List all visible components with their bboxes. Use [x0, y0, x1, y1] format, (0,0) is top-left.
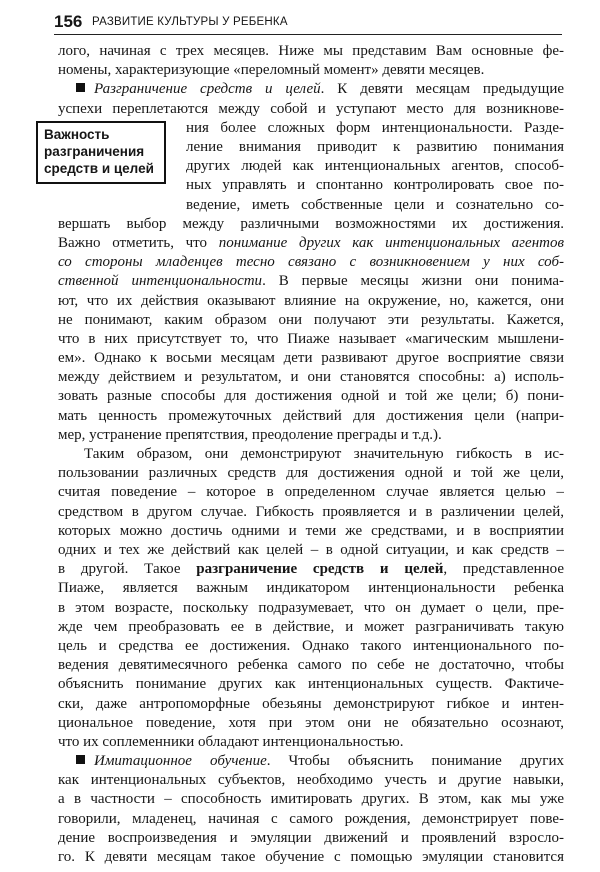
text-line: которых можно достичь одними и теми же средствами, и в восприятии: [58, 522, 564, 539]
text-line: мер, устранение препятствия, преодоление преграды и т.д.).: [58, 426, 442, 443]
text-line: ных управлять и спонтанно контролировать свое по-: [186, 177, 564, 194]
bold-term: разграничение средств и целей: [196, 561, 444, 578]
margin-note-line: разграничения: [44, 143, 145, 159]
section-heading-inline: Имитационное обучение: [94, 753, 267, 769]
text-line: средством в другом случае. Гибкость проявляется и в различении целей,: [58, 503, 564, 520]
text-span: , представленное: [443, 561, 564, 578]
margin-note-box: [36, 121, 166, 185]
text-line: [76, 80, 564, 99]
page-number: 156: [54, 12, 83, 31]
text-line: успехи переплетаются между собой и уступают место для возникнове-: [58, 100, 564, 117]
text-span: . В первые месяцы жизни они понима-: [262, 273, 564, 290]
text-line: ведение, иметь собственные цели и сознательно со-: [186, 196, 564, 213]
text-line: зовать разные способы для достижения одной и той же цели; б) пони-: [58, 388, 564, 405]
text-line: а в частности – способность имитировать других. В этом, как мы уже: [58, 791, 564, 808]
text-line: ем». Однако к восьми месяцам дети развивают другое восприятие связи: [58, 350, 564, 366]
text-span: Важно отметить, что: [58, 234, 219, 251]
text-line: Пиаже, является важным индикатором интенциональности ребенка: [58, 580, 564, 597]
text-span: понимание других как интенциональных агентов: [218, 234, 564, 251]
text-line: в этом возрасте, поскольку подразумевает, что он думает о цели, пре-: [58, 599, 564, 616]
text-line: пользовании различных средств для достижения одной и той же цели,: [58, 465, 564, 482]
text-span: ственной интенциональности: [58, 273, 263, 290]
text-line: что их соплеменники обладают интенциональностью.: [58, 733, 404, 750]
text-line: ление внимания приводит к развитию понимания: [186, 139, 564, 155]
text-line: [58, 234, 564, 253]
text-line: ведения девятимесячного ребенка самого по себе не достаточно, чтобы: [58, 657, 564, 674]
text-line: между действием и результатом, и они становятся способны: а) исполь-: [58, 369, 564, 386]
text-line: что в них присутствует то, что Пиаже называет «магическим мышлени-: [58, 330, 564, 347]
text-line: со стороны младенцев тесно связано с возникновением у них соб-: [58, 254, 564, 271]
text-line: [76, 752, 564, 771]
text-line: не понимают, каким образом они получают эти результаты. Кажется,: [58, 311, 564, 328]
text-line: жде чем преобразовать ее в действие, и может разграничивать такую: [58, 618, 564, 635]
text-line: считая поведение – которое в определенном случае является целью –: [58, 484, 564, 501]
margin-note-line: средств и целей: [44, 160, 154, 176]
text-line: говорили, младенец, начиная с самого рождения, демонстрирует пове-: [58, 810, 564, 827]
section-heading-inline: Разграничение средств и целей: [94, 81, 321, 98]
text-line: других людей как интенциональных агентов, способ-: [186, 158, 564, 175]
text-line: как интенциональных субъектов, необходимо учесть и другие навыки,: [58, 772, 564, 789]
text-line: ют, что их действия оказывают влияние на окружение, но, кажется, они: [58, 292, 564, 309]
text-span: в другой. Такое: [58, 561, 197, 578]
text-line: номены, характеризующие «переломный момент» девяти месяцев.: [58, 62, 485, 79]
square-bullet-icon: [76, 755, 85, 764]
text-line: дение воспроизведения и эмуляции движений и проявлений взросло-: [58, 829, 564, 846]
text-line: циональное поведение, хотя при этом они не обязательно осознают,: [58, 714, 564, 731]
text-span: . Чтобы объяснить понимание других: [266, 753, 564, 769]
running-title: РАЗВИТИЕ КУЛЬТУРЫ У РЕБЕНКА: [92, 16, 288, 28]
text-line: ски, даже антропоморфные обезьяны демонстрируют гибкое и интен-: [58, 695, 564, 712]
text-line: мать ценность промежуточных действий для достижения цели (напри-: [58, 407, 564, 424]
text-line: ния более сложных форм интенциональности. Разде-: [186, 119, 564, 136]
text-line: вершать выбор между различными возможностями их достижения.: [58, 215, 564, 232]
square-bullet-icon: [76, 83, 85, 92]
text-line: одних и тех же действий как целей – в одной ситуации, и как средств –: [58, 542, 564, 558]
text-line: Таким образом, они демонстрируют значительную гибкость в ис-: [84, 446, 564, 462]
text-line: [58, 560, 564, 579]
text-line: [58, 272, 564, 291]
running-header: [54, 12, 562, 35]
text-line: го. К девяти месяцам такое обучение с помощью эмуляции становится: [58, 849, 564, 865]
text-span: . К девяти месяцам предыдущие: [320, 81, 564, 98]
text-line: лого, начиная с трех месяцев. Ниже мы представим Вам основные фе-: [58, 43, 564, 59]
text-line: объяснить понимание других как интенциональных существ. Фактиче-: [58, 676, 564, 693]
text-line: цель и средства ее достижения. Однако такого интенционального по-: [58, 637, 564, 654]
margin-note-line: Важность: [44, 126, 110, 142]
